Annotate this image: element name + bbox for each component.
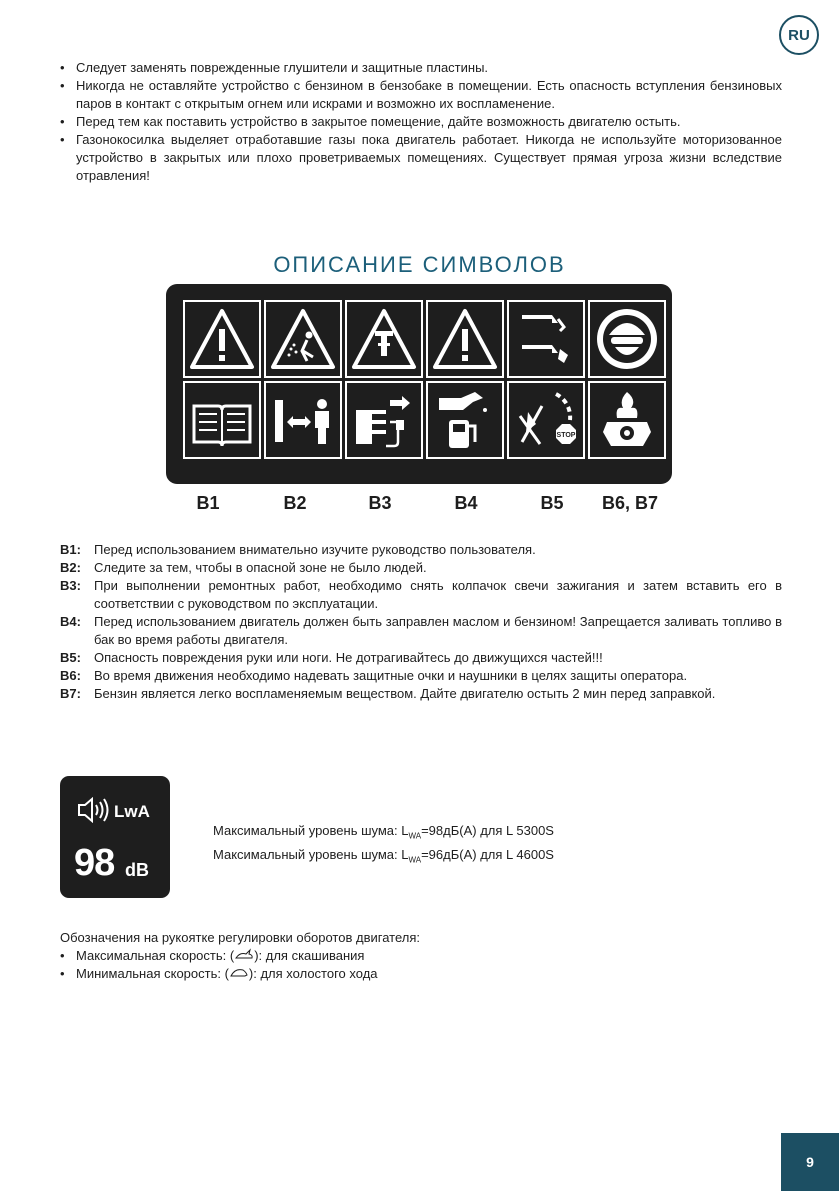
symbol-labels-row (0, 493, 839, 515)
definition-row (60, 577, 782, 613)
noise-statements (213, 822, 554, 869)
warning-triangle-icon (426, 300, 504, 378)
definition-key: B2: (60, 560, 81, 575)
list-item: • Перед тем как поставить устройство в закрытое помещение, дайте возможность двигателю остыть. (60, 113, 782, 131)
safety-bullet-list (60, 59, 782, 185)
symbols-panel (166, 284, 672, 484)
symbol-label: B1 (196, 493, 220, 513)
throttle-legend (60, 929, 420, 983)
page-number: 9 (781, 1133, 839, 1191)
definition-row (60, 613, 782, 649)
definition-text: Опасность повреждения руки или ноги. Не дотрагивайтесь до движущихся частей!!! (94, 650, 603, 665)
noise-label: LwA (114, 802, 150, 821)
svg-text:STOP: STOP (556, 432, 576, 439)
list-item: • Никогда не оставляйте устройство с бензином в бензобаке в помещении. Есть опасность вступления бензиновых паров в контакт с открытым огнем или искрами и возможно их воспламенение. (60, 77, 782, 113)
warning-triangle-icon (183, 300, 261, 378)
turtle-icon (229, 966, 249, 978)
hand-blade-hazard-icon (507, 300, 585, 378)
definition-key: B7: (60, 686, 81, 701)
symbol-definitions (60, 541, 782, 703)
throttle-intro: Обозначения на рукоятке регулировки оборотов двигателя: (60, 930, 420, 945)
symbol-label: B5 (540, 493, 564, 513)
definition-text: Следите за тем, чтобы в опасной зоне не было людей. (94, 560, 427, 575)
definition-key: B1: (60, 542, 81, 557)
engine-spark-plug-icon (345, 381, 423, 459)
list-item: • Следует заменять поврежденные глушители и защитные пластины. (60, 59, 782, 77)
definition-row (60, 649, 782, 667)
definition-row (60, 685, 782, 703)
noise-line-5300s: Максимальный уровень шума: $L_{WA}=98дБ(А)$ для L 5300S (213, 823, 554, 841)
list-item: • Максимальная скорость: ( ): для скашивания (60, 947, 420, 965)
definition-key: B4: (60, 614, 81, 629)
noise-value: 98 (74, 842, 115, 884)
section-title: ОПИСАНИЕ СИМВОЛОВ (273, 252, 566, 277)
definition-row (60, 667, 782, 685)
symbol-label: B4 (454, 493, 478, 513)
safe-distance-icon (264, 381, 342, 459)
definition-text: Бензин является легко воспламеняемым веществом. Дайте двигателю остыть 2 мин перед заправкой. (94, 686, 716, 701)
symbol-label: B6, B7 (601, 493, 659, 513)
definition-key: B3: (60, 578, 81, 593)
definition-text: Перед использованием двигатель должен быть заправлен маслом и бензином! Запрещается заливать топливо в бак во время работы двигателя. (94, 614, 782, 647)
symbol-label: B2 (283, 493, 307, 513)
definition-row (60, 541, 782, 559)
language-badge: RU (779, 15, 819, 55)
definition-key: B5: (60, 650, 81, 665)
oil-fuel-icon (426, 381, 504, 459)
symbol-label: B3 (368, 493, 392, 513)
noise-unit: dB (125, 860, 149, 880)
hare-icon (234, 948, 254, 960)
spark-plug-warning-icon (345, 300, 423, 378)
list-item: • Газонокосилка выделяет отработавшие газы пока двигатель работает. Никогда не используйте моторизованное устройство в закрытых или плохо проветриваемых помещениях. Существует прямая угроза жизни вследствие отравления! (60, 131, 782, 185)
flammable-hot-surface-icon (588, 381, 666, 459)
list-item: • Минимальная скорость: ( ): для холостого хода (60, 965, 420, 983)
stop-blade-icon (507, 381, 585, 459)
speaker-icon (77, 797, 111, 823)
noise-level-badge (60, 776, 170, 898)
head-protection-icon (588, 300, 666, 378)
definition-key: B6: (60, 668, 81, 683)
read-manual-book-icon (183, 381, 261, 459)
thrown-objects-warning-icon (264, 300, 342, 378)
definition-text: Перед использованием внимательно изучите руководство пользователя. (94, 542, 536, 557)
noise-line-4600s: Максимальный уровень шума: $L_{WA}=96дБ(А)$ для L 4600S (213, 846, 554, 865)
definition-row (60, 559, 782, 577)
definition-text: Во время движения необходимо надевать защитные очки и наушники в целях защиты оператора. (94, 668, 688, 683)
definition-text: При выполнении ремонтных работ, необходимо снять колпачок свечи зажигания и затем вставить его в соответствии с руководством по эксплуатации. (94, 578, 782, 611)
